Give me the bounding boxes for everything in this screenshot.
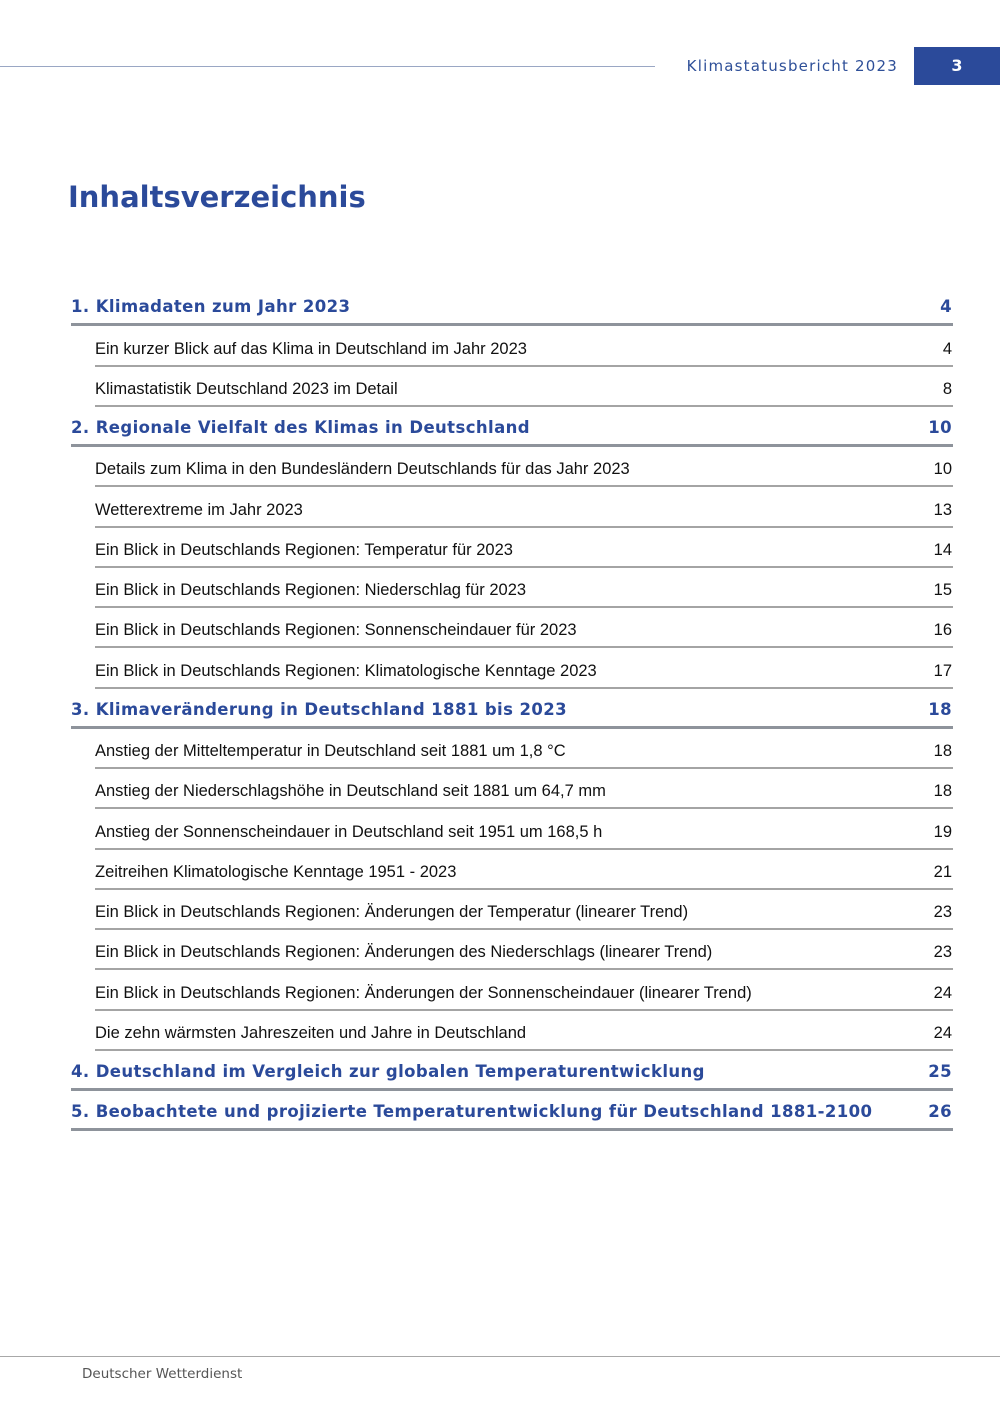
toc-entry-label: Ein Blick in Deutschlands Regionen: Klimatologische Kenntage 2023 (95, 661, 597, 680)
toc-entry-label: 1. Klimadaten zum Jahr 2023 (71, 297, 351, 317)
toc-section-entry[interactable] (95, 487, 953, 527)
header-rule (0, 66, 655, 67)
toc-entry-page: 4 (940, 297, 952, 317)
toc-entry-page: 13 (933, 500, 952, 519)
toc-entry-page: 10 (933, 460, 952, 479)
toc-section-entry[interactable] (95, 850, 953, 890)
toc-entry-page: 15 (933, 581, 952, 599)
toc-chapter-entry[interactable] (71, 1091, 953, 1131)
toc-chapter-entry[interactable] (71, 1051, 953, 1091)
toc-entry-page: 25 (928, 1062, 952, 1081)
table-of-contents (71, 286, 953, 1131)
toc-entry-label: Ein Blick in Deutschlands Regionen: Niederschlag für 2023 (95, 581, 527, 599)
footer-rule (0, 1356, 1000, 1357)
toc-section-entry[interactable] (95, 1011, 953, 1051)
toc-entry-page: 23 (933, 943, 952, 962)
toc-chapter-entry[interactable] (71, 689, 953, 729)
toc-entry-label: Anstieg der Mitteltemperatur in Deutschland seit 1881 um 1,8 °C (95, 742, 566, 760)
toc-entry-label: Ein Blick in Deutschlands Regionen: Sonnenscheindauer für 2023 (95, 621, 577, 640)
footer-publisher: Deutscher Wetterdienst (82, 1366, 243, 1382)
toc-entry-page: 18 (933, 742, 952, 760)
toc-entry-label: Zeitreihen Klimatologische Kenntage 1951 - 2023 (95, 862, 457, 881)
toc-entry-label: 5. Beobachtete und projizierte Temperaturentwicklung für Deutschland 1881-2100 (71, 1102, 873, 1122)
toc-entry-page: 10 (928, 418, 952, 437)
toc-entry-page: 14 (933, 540, 952, 559)
toc-chapter-entry[interactable] (71, 286, 953, 326)
toc-entry-page: 18 (933, 782, 952, 801)
toc-entry-page: 26 (928, 1102, 952, 1122)
toc-entry-label: Ein Blick in Deutschlands Regionen: Änderungen der Sonnenscheindauer (linearer Trend) (95, 983, 752, 1002)
toc-section-entry[interactable] (95, 568, 953, 608)
toc-section-entry[interactable] (95, 608, 953, 648)
toc-entry-label: Die zehn wärmsten Jahreszeiten und Jahre in Deutschland (95, 1023, 527, 1042)
toc-section-entry[interactable] (95, 729, 953, 769)
toc-entry-label: Ein kurzer Blick auf das Klima in Deutschland im Jahr 2023 (95, 339, 527, 358)
toc-entry-label: Wetterextreme im Jahr 2023 (95, 500, 303, 519)
toc-section-entry[interactable] (95, 930, 953, 970)
toc-entry-page: 8 (942, 379, 952, 398)
toc-entry-page: 24 (933, 983, 952, 1002)
toc-entry-label: 3. Klimaveränderung in Deutschland 1881 bis 2023 (71, 699, 567, 719)
toc-entry-label: Anstieg der Sonnenscheindauer in Deutschland seit 1951 um 168,5 h (95, 822, 603, 841)
toc-section-entry[interactable] (95, 769, 953, 809)
toc-section-entry[interactable] (95, 890, 953, 930)
toc-entry-page: 19 (933, 822, 952, 841)
toc-entry-label: 4. Deutschland im Vergleich zur globalen Temperaturentwicklung (71, 1062, 705, 1081)
toc-entry-label: Klimastatistik Deutschland 2023 im Detail (95, 379, 398, 398)
toc-entry-page: 17 (933, 661, 952, 680)
toc-entry-page: 4 (942, 339, 952, 358)
toc-section-entry[interactable] (95, 367, 953, 407)
toc-chapter-entry[interactable] (71, 407, 953, 447)
toc-entry-page: 16 (933, 621, 952, 640)
toc-entry-label: Ein Blick in Deutschlands Regionen: Änderungen des Niederschlags (linearer Trend) (95, 943, 713, 962)
toc-section-entry[interactable] (95, 809, 953, 849)
toc-entry-label: Ein Blick in Deutschlands Regionen: Temperatur für 2023 (95, 540, 513, 559)
toc-entry-label: Ein Blick in Deutschlands Regionen: Änderungen der Temperatur (linearer Trend) (95, 903, 689, 921)
toc-section-entry[interactable] (95, 528, 953, 568)
toc-entry-label: Details zum Klima in den Bundesländern Deutschlands für das Jahr 2023 (95, 460, 630, 479)
toc-entry-label: Anstieg der Niederschlagshöhe in Deutschland seit 1881 um 64,7 mm (95, 782, 606, 801)
toc-entry-page: 21 (933, 862, 952, 881)
page-number-badge: 3 (914, 47, 1000, 85)
toc-entry-page: 18 (928, 699, 952, 719)
toc-entry-page: 23 (933, 903, 952, 921)
toc-section-entry[interactable] (95, 326, 953, 366)
toc-entry-page: 24 (933, 1023, 952, 1042)
report-title: Klimastatusbericht 2023 (686, 57, 898, 75)
toc-section-entry[interactable] (95, 447, 953, 487)
toc-section-entry[interactable] (95, 648, 953, 688)
toc-section-entry[interactable] (95, 970, 953, 1010)
toc-title: Inhaltsverzeichnis (68, 180, 366, 214)
toc-entry-label: 2. Regionale Vielfalt des Klimas in Deutschland (71, 418, 530, 437)
